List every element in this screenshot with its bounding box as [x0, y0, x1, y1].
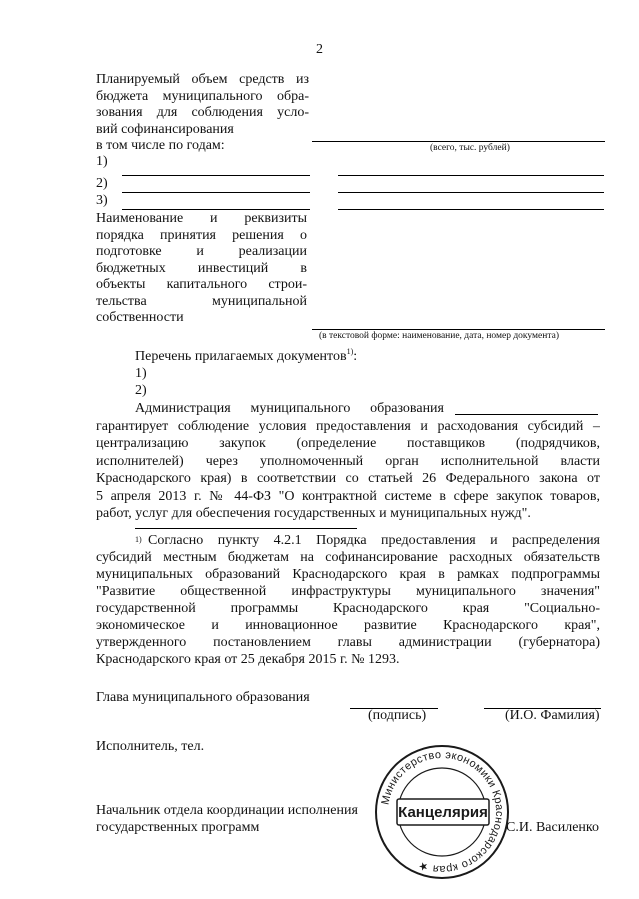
chief-name: С.И. Василенко: [506, 820, 599, 835]
chief-title-line: государственных программ: [96, 820, 260, 835]
attached-document-item: 2): [135, 383, 147, 398]
footnote-line: "Развитие общественной инфраструктуры муниципального значения": [96, 584, 600, 599]
administration-paragraph: [96, 400, 600, 523]
chief-title-line: Начальник отдела координации исполнения: [96, 803, 358, 818]
name-requisites-line: собственности: [96, 310, 184, 325]
executor-label: Исполнитель, тел.: [96, 739, 205, 754]
footnote-line: Согласно пункту 4.2.1 Порядка предоставления и распределения: [148, 533, 600, 548]
administration-line: исполнителей) через уполномоченный орган исполнительной власти: [96, 453, 600, 469]
total-amount-caption: (всего, тыс. рублей): [430, 143, 510, 153]
footnote-line: утвержденного постановлением главы администрации (губернатора): [96, 635, 600, 650]
planned-volume-line: бюджета муниципального обра-: [96, 88, 309, 104]
document-requisites-field[interactable]: [312, 329, 605, 330]
footnote-text: 1) Согласно пункту 4.2.1 Порядка предоставления и распределения субсидий местным бюджетам на софинансирование расходных обязательств муниципальных образований Краснодарского края в рамках подпрограммы "Развитие общественной инфраструктуры муниципального значения" государственной программы Краснодарского края "Социально- экономическое и инновационное развитие Краснодарского края", утвержденного постановлением главы администрации (губернатора) Краснодарского края от 25 декабря 2015 г. № 1293.: [96, 533, 600, 667]
name-requisites-label: [96, 211, 307, 327]
planned-volume-label: [96, 72, 309, 155]
name-requisites-line: Наименование и реквизиты: [96, 211, 307, 226]
footnote-line: субсидий местным бюджетам на софинансирование расходных обязательств: [96, 550, 600, 565]
stamp-center-text: Канцелярия: [398, 804, 488, 821]
year-1-field[interactable]: [122, 175, 310, 176]
footnote-separator: [135, 528, 357, 529]
planned-volume-line: вий софинансирования: [96, 121, 234, 137]
administration-line: Администрация муниципального образования: [135, 401, 444, 416]
year-3-field[interactable]: [122, 209, 310, 210]
administration-line: Краснодарского края) в соответствии со статьей 26 Федерального закона от: [96, 471, 600, 486]
planned-volume-line: в том числе по годам:: [96, 138, 225, 153]
municipality-name-field[interactable]: [455, 414, 598, 415]
page-number: 2: [316, 42, 323, 57]
footnote-line: государственной программы Краснодарского края "Социально-: [96, 601, 600, 616]
signature-caption: (подпись): [368, 708, 427, 723]
head-of-municipality-label: Глава муниципального образования: [96, 690, 310, 705]
document-requisites-caption: (в текстовой форме: наименование, дата, номер документа): [319, 331, 560, 341]
stamp-ring-text: Министерство экономики Краснодарского края ★: [379, 748, 506, 876]
name-requisites-line: объекты капитального строи-: [96, 277, 307, 292]
total-amount-field[interactable]: [312, 141, 605, 142]
ministry-stamp: [372, 742, 512, 882]
name-requisites-line: порядка принятия решения о: [96, 227, 307, 243]
name-requisites-line: подготовке и реализации: [96, 244, 307, 259]
year-3-label: 3): [96, 193, 108, 208]
planned-volume-line: зования для соблюдения усло-: [96, 105, 309, 120]
year-2-label: 2): [96, 176, 108, 191]
planned-volume-line: Планируемый объем средств из: [96, 72, 309, 87]
footnote-line: Краснодарского края от 25 декабря 2015 г. № 1293.: [96, 652, 400, 667]
footnote-line: экономическое и инновационное развитие Краснодарского края",: [96, 618, 600, 633]
footnote-reference: 1): [346, 347, 354, 356]
administration-line: работ, услуг для обеспечения государственных и муниципальных нужд".: [96, 506, 531, 521]
year-2-field[interactable]: [122, 192, 310, 193]
attached-documents-title: Перечень прилагаемых документов$^{1)}$:: [135, 347, 358, 364]
administration-line: 5 апреля 2013 г. № 44-ФЗ "О контрактной системе в сфере закупок товаров,: [96, 488, 600, 504]
full-name-caption: (И.О. Фамилия): [505, 708, 600, 723]
name-requisites-line: бюджетных инвестиций в: [96, 260, 307, 276]
administration-line: централизацию закупок (определение поставщиков (подрядчиков,: [96, 436, 600, 451]
year-3-amount-field[interactable]: [338, 209, 604, 210]
name-requisites-line: тельства муниципальной: [96, 293, 307, 309]
attached-document-item: 1): [135, 366, 147, 381]
administration-line: гарантирует соблюдение условия предоставления и расходования субсидий –: [96, 418, 600, 434]
year-1-label: 1): [96, 154, 108, 169]
year-2-amount-field[interactable]: [338, 192, 604, 193]
year-1-amount-field[interactable]: [338, 175, 604, 176]
footnote-line: муниципальных образований Краснодарского края в рамках подпрограммы: [96, 567, 600, 582]
